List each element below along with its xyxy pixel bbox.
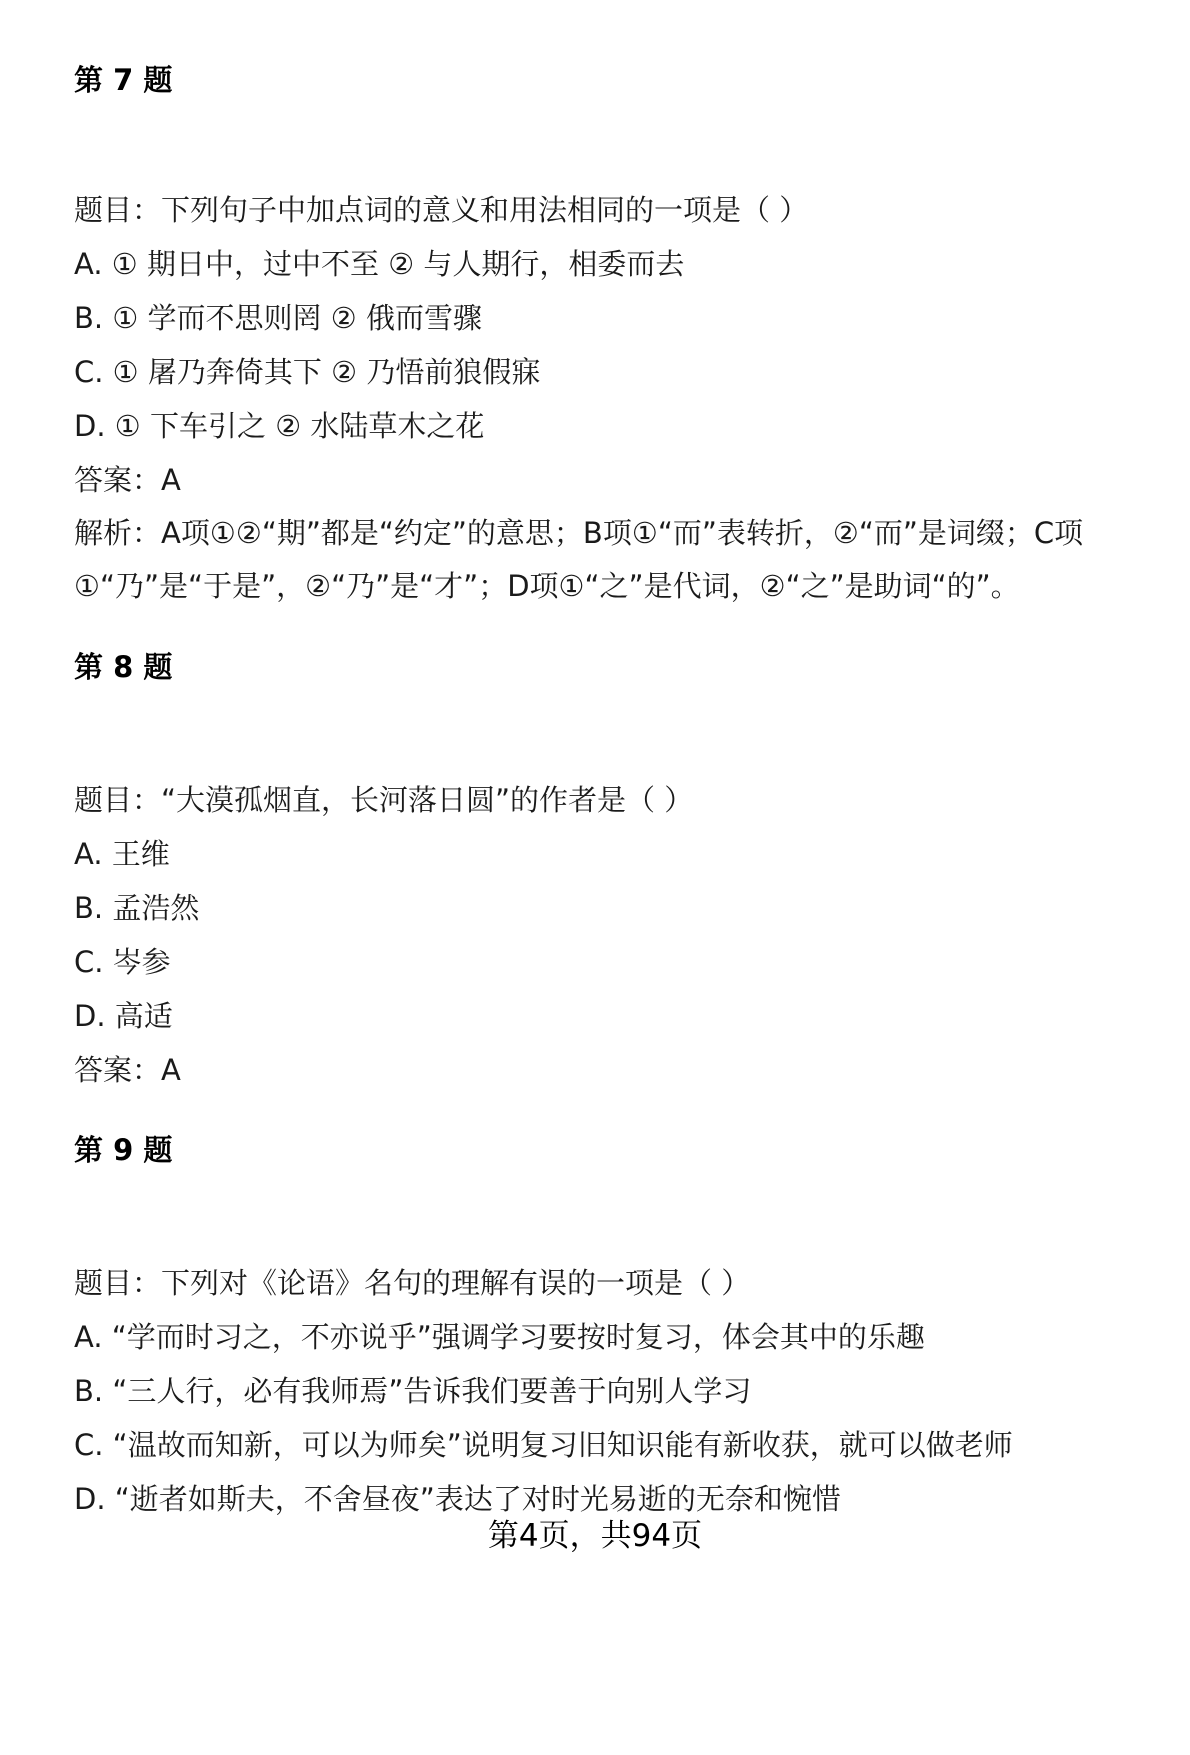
question-7-analysis-line-1: 解析：A项①②“期”都是“约定”的意思；B项①“而”表转折，②“而”是词缀；C项 xyxy=(74,516,1084,550)
question-7-option-b: B. ① 学而不思则罔 ② 俄而雪骤 xyxy=(74,301,482,335)
question-9-heading: 第 9 题 xyxy=(74,1133,173,1167)
question-7-answer: 答案：A xyxy=(74,463,181,497)
question-7-option-a: A. ① 期日中，过中不至 ② 与人期行，相委而去 xyxy=(74,247,685,281)
question-9-option-b: B. “三人行，必有我师焉”告诉我们要善于向别人学习 xyxy=(74,1374,752,1408)
question-8-option-a: A. 王维 xyxy=(74,837,170,871)
question-8-option-d: D. 高适 xyxy=(74,999,173,1033)
question-8-answer: 答案：A xyxy=(74,1053,181,1087)
question-9-option-c: C. “温故而知新，可以为师矣”说明复习旧知识能有新收获，就可以做老师 xyxy=(74,1428,1013,1462)
question-8-option-b: B. 孟浩然 xyxy=(74,891,200,925)
page-number-footer: 第4页，共94页 xyxy=(487,1518,703,1554)
question-7-analysis-line-2: ①“乃”是“于是”，②“乃”是“才”；D项①“之”是代词，②“之”是助词“的”。 xyxy=(74,569,1020,603)
question-7-stem: 题目：下列句子中加点词的意义和用法相同的一项是（ ） xyxy=(74,193,809,227)
question-7-heading: 第 7 题 xyxy=(74,63,173,97)
question-7-option-c: C. ① 屠乃奔倚其下 ② 乃悟前狼假寐 xyxy=(74,355,541,389)
question-9-option-d: D. “逝者如斯夫，不舍昼夜”表达了对时光易逝的无奈和惋惜 xyxy=(74,1482,841,1516)
question-9-option-a: A. “学而时习之，不亦说乎”强调学习要按时复习，体会其中的乐趣 xyxy=(74,1320,925,1354)
question-9-stem: 题目：下列对《论语》名句的理解有误的一项是（ ） xyxy=(74,1266,751,1300)
question-8-heading: 第 8 题 xyxy=(74,650,173,684)
question-8-stem: 题目：“大漠孤烟直，长河落日圆”的作者是（ ） xyxy=(74,783,694,817)
question-7-option-d: D. ① 下车引之 ② 水陆草木之花 xyxy=(74,409,485,443)
question-8-option-c: C. 岑参 xyxy=(74,945,171,979)
